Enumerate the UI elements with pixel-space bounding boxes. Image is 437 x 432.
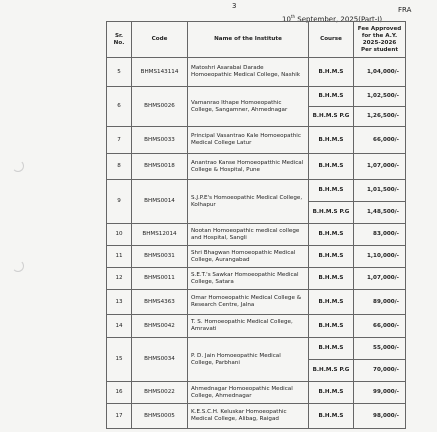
table-row: B.H.M.S P.G 1,48,500/- — [107, 202, 406, 224]
punch-hole-mark — [12, 160, 24, 172]
table-row: 7 BHMS0033 Principal Vasantrao Kale Homoeopathic Medical College Latur B.H.M.S 66,000/- — [107, 127, 406, 154]
header-fee: Fee Approved for the A.Y. 2025-2026 Per student — [354, 22, 406, 58]
table-row: 10 BHMS12014 Nootan Homoeopathic medical college and Hospital, Sangli B.H.M.S 83,000/- — [107, 224, 406, 246]
table-row: 17 BHMS0005 K.E.S.C.H. Keluskar Homoeopathic Medical College, Alibag, Raigad B.H.M.S 98,000/- — [107, 404, 406, 429]
document-reference: FRA — [398, 6, 412, 14]
table-header-row — [107, 22, 406, 58]
table-row: 14 BHMS0042 T. S. Homoeopathic Medical College, Amravati B.H.M.S 66,000/- — [107, 315, 406, 338]
table-row: 16 BHMS0022 Ahmednagar Homoeopathic Medical College, Ahmednagar B.H.M.S 99,000/- — [107, 382, 406, 404]
table-row: 6 BHMS0026 Vamanrao Ithape Homoeopathic College, Sangamner, Ahmednagar B.H.M.S 1,02,500/- — [107, 87, 406, 107]
document-date: 10th September, 2025(Part-I) — [282, 14, 383, 24]
table-row: 9 BHMS0014 S.J.P.E's Homoeopathic Medical College, Kolhapur B.H.M.S 1,01,500/- — [107, 180, 406, 202]
page-number: 3 — [232, 2, 237, 10]
table-row: 15 BHMS0034 P. D. Jain Homoeopathic Medical College, Parbhani B.H.M.S 55,000/- — [107, 338, 406, 360]
punch-hole-mark — [12, 260, 24, 272]
table-row: 5 BHMS143114 Matoshri Asarabai Darade Homoeopathic Medical College, Nashik B.H.M.S 1,04,000/- — [107, 58, 406, 87]
header-code: Code — [132, 22, 188, 58]
table-row: 8 BHMS0018 Anantrao Kanse Homoeopatthic Medical College & Hospital, Pune B.H.M.S 1,07,000/- — [107, 154, 406, 180]
header-course: Course — [309, 22, 354, 58]
table-row: 11 BHMS0031 Shri Bhagwan Homoeopathic Medical College, Aurangabad B.H.M.S 1,10,000/- — [107, 246, 406, 268]
table-row: B.H.M.S P.G 70,000/- — [107, 360, 406, 382]
table-row: 12 BHMS0011 S.E.T.'s Sawkar Homoeopathic Medical College, Satara B.H.M.S 1,07,000/- — [107, 268, 406, 290]
header-institute-name: Name of the Institute — [188, 22, 309, 58]
table-row: B.H.M.S P.G 1,26,500/- — [107, 107, 406, 127]
fee-table — [106, 21, 406, 429]
table-row: 13 BHMS4363 Omar Homoeopathic Medical College & Research Centre, Jalna B.H.M.S 89,000/- — [107, 290, 406, 315]
header-sr-no: Sr. No. — [107, 22, 132, 58]
